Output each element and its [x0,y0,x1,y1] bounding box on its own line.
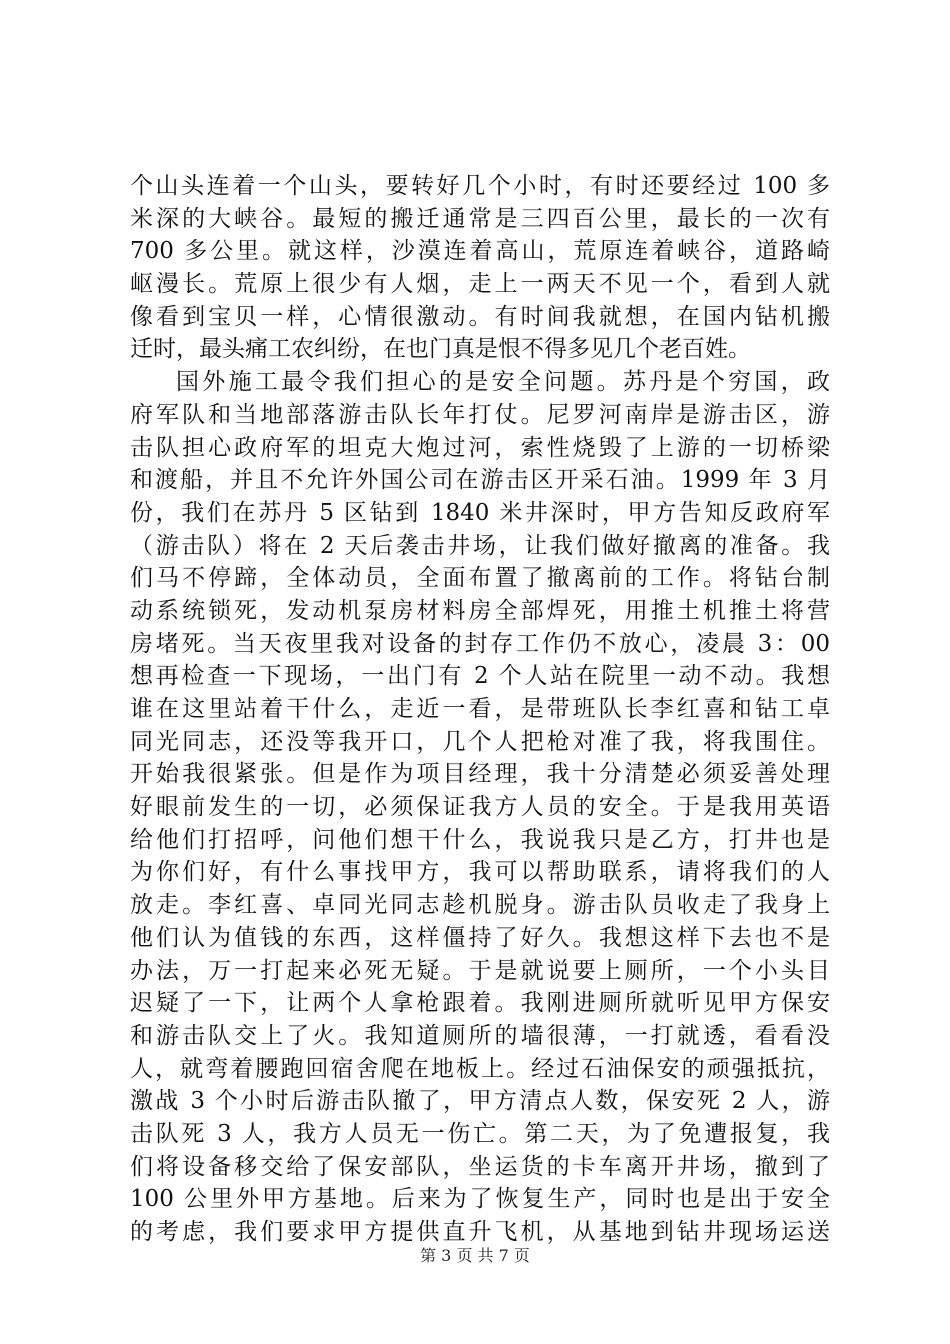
text-line: 激战 3 个小时后游击队撤了，甲方清点人数，保安死 2 人，游 [130,1088,830,1115]
text-line: 们将设备移交给了保安部队，坐运货的卡车离开井场，撤到了 [130,1153,830,1180]
text-line: 和渡船，并且不允许外国公司在游击区开采石油。1999 年 3 月 [130,467,830,494]
text-line: 份，我们在苏丹 5 区钻到 1840 米井深时，甲方告知反政府军 [130,499,830,526]
text-line: 谁在这里站着干什么，走近一看，是带班队长李红喜和钻工卓 [130,696,830,722]
text-line: 和游击队交上了火。我知道厕所的墙很薄，一打就透，看看没 [130,1022,830,1049]
text-line: 700 多公里。就这样，沙漠连着高山，荒原连着峡谷，道路崎 [130,238,830,265]
text-line: 击队担心政府军的坦克大炮过河，索性烧毁了上游的一切桥梁 [130,434,830,461]
text-line: 好眼前发生的一切，必须保证我方人员的安全。于是我用英语 [130,794,830,821]
paragraph [130,170,830,366]
text-line: 100 公里外甲方基地。后来为了恢复生产，同时也是出于安全 [130,1186,830,1213]
text-line: 给他们打招呼，问他们想干什么，我说我只是乙方，打井也是 [130,826,830,853]
text-line: 人，就弯着腰跑回宿舍爬在地板上。经过石油保安的顽强抵抗， [130,1055,830,1082]
text-line: 像看到宝贝一样，心情很激动。有时间我就想，在国内钻机搬 [130,303,830,330]
text-line: 国外施工最令我们担心的是安全问题。苏丹是个穷国，政 [176,369,830,396]
text-line: 放走。李红喜、卓同光同志趁机脱身。游击队员收走了我身上 [130,892,830,919]
text-line: 迟疑了一下，让两个人拿枪跟着。我刚进厕所就听见甲方保安 [130,990,830,1017]
text-line: 动系统锁死，发动机泵房材料房全部焊死，用推土机推土将营 [130,597,830,624]
text-line: 迁时，最头痛工农纠纷，在也门真是恨不得多见几个老百姓。 [130,336,751,363]
text-line: 的考虑，我们要求甲方提供直升飞机，从基地到钻井现场运送 [130,1219,830,1245]
text-line: 想再检查一下现场，一出门有 2 个人站在院里一动不动。我想 [130,663,830,690]
text-line: 开始我很紧张。但是作为项目经理，我十分清楚必须妥善处理 [130,761,830,788]
text-line: 府军队和当地部落游击队长年打仗。尼罗河南岸是游击区，游 [130,401,830,428]
text-line: 击队死 3 人，我方人员无一伤亡。第二天，为了免遭报复，我 [130,1120,830,1147]
page-footer: 第 3 页 共 7 页 [420,1246,530,1265]
text-line: 为你们好，有什么事找甲方，我可以帮助联系，请将我们的人 [130,859,830,886]
text-line: 岖漫长。荒原上很少有人烟，走上一两天不见一个，看到人就 [130,271,830,298]
text-line: 们马不停蹄，全体动员，全面布置了撤离前的工作。将钻台制 [130,565,830,592]
text-line: （游击队）将在 2 天后袭击井场，让我们做好撤离的准备。我 [130,532,830,559]
text-line: 办法，万一打起来必死无疑。于是就说要上厕所，一个小头目 [130,957,830,984]
text-line: 房堵死。当天夜里我对设备的封存工作仍不放心，凌晨 3：00 [130,630,830,657]
paragraph [130,366,830,1249]
body-text [130,170,830,1249]
text-line: 米深的大峡谷。最短的搬迁通常是三四百公里，最长的一次有 [130,205,830,232]
text-line: 个山头连着一个山头，要转好几个小时，有时还要经过 100 多 [130,173,830,199]
text-line: 他们认为值钱的东西，这样僵持了好久。我想这样下去也不是 [130,924,830,951]
text-line: 同光同志，还没等我开口，几个人把枪对准了我，将我围住。 [130,728,830,755]
